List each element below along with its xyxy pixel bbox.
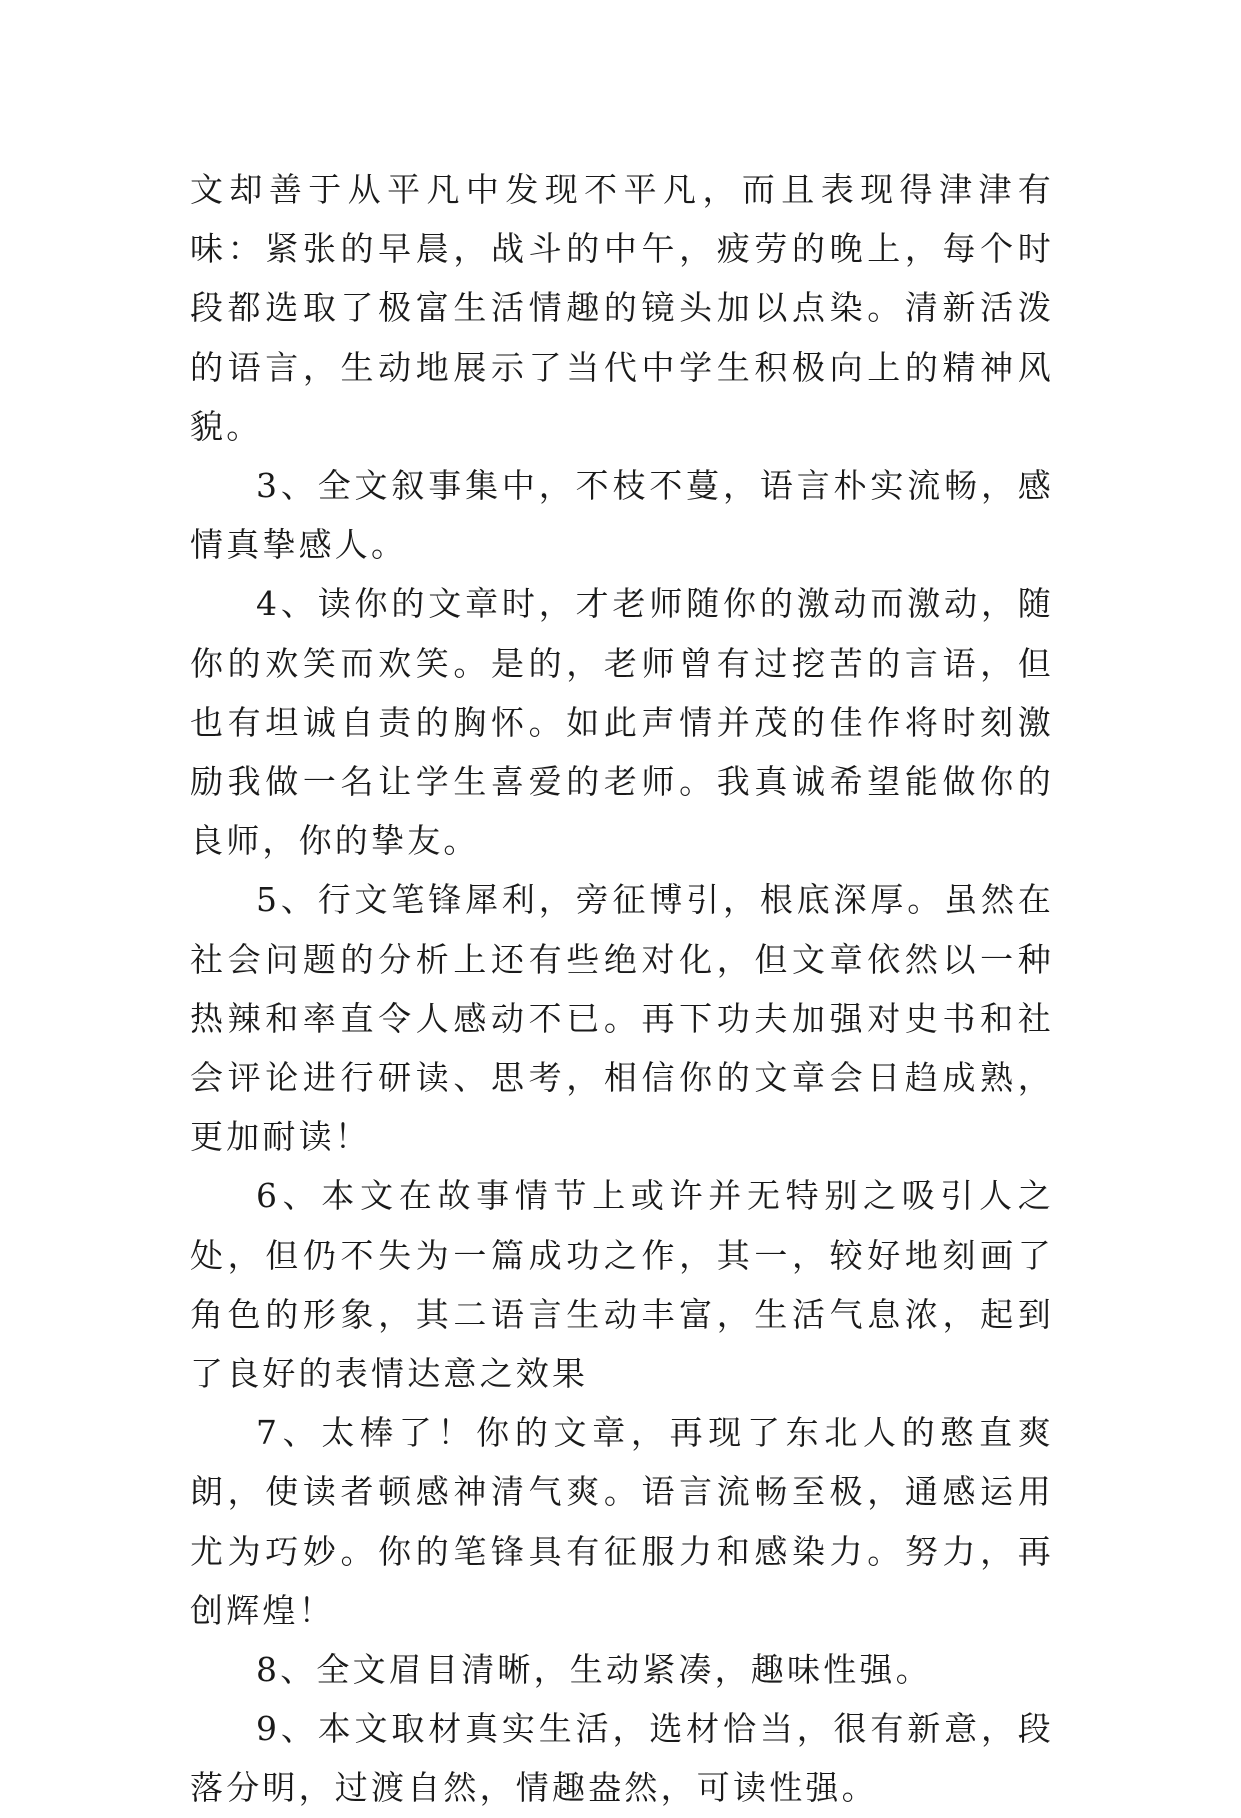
paragraph-continuation: 文却善于从平凡中发现不平凡，而且表现得津津有味：紧张的早晨，战斗的中午，疲劳的晚上，每个时段都选取了极富生活情趣的镜头加以点染。清新活泼的语言，生动地展示了当代中学生积极向上的精神风貌。 <box>190 170 1054 446</box>
paragraph-comment-5: 5、行文笔锋犀利，旁征博引，根底深厚。虽然在社会问题的分析上还有些绝对化，但文章依然以一种热辣和率直令人感动不已。再下功夫加强对史书和社会评论进行研读、思考，相信你的文章会日趋成熟，更加耐读！ <box>190 880 1054 1157</box>
document-page <box>190 160 1054 1818</box>
paragraph-comment-3: 3、全文叙事集中，不枝不蔓，语言朴实流畅，感情真挚感人。 <box>190 466 1054 565</box>
paragraph-comment-7: 7、太棒了！你的文章，再现了东北人的憨直爽朗，使读者顿感神清气爽。语言流畅至极，通感运用尤为巧妙。你的笔锋具有征服力和感染力。努力，再创辉煌！ <box>190 1413 1054 1630</box>
paragraph-comment-6: 6、本文在故事情节上或许并无特别之吸引人之处，但仍不失为一篇成功之作，其一，较好地刻画了角色的形象，其二语言生动丰富，生活气息浓，起到了良好的表情达意之效果 <box>190 1176 1054 1394</box>
paragraph-comment-8: 8、全文眉目清晰，生动紧凑，趣味性强。 <box>256 1650 932 1690</box>
paragraph-comment-9: 9、本文取材真实生活，选材恰当，很有新意，段落分明，过渡自然，情趣盎然，可读性强。 <box>190 1709 1054 1808</box>
paragraph-comment-4: 4、读你的文章时，才老师随你的激动而激动，随你的欢笑而欢笑。是的，老师曾有过挖苦的言语，但也有坦诚自责的胸怀。如此声情并茂的佳作将时刻激励我做一名让学生喜爱的老师。我真诚希望能做你的良师，你的挚友。 <box>190 584 1054 861</box>
